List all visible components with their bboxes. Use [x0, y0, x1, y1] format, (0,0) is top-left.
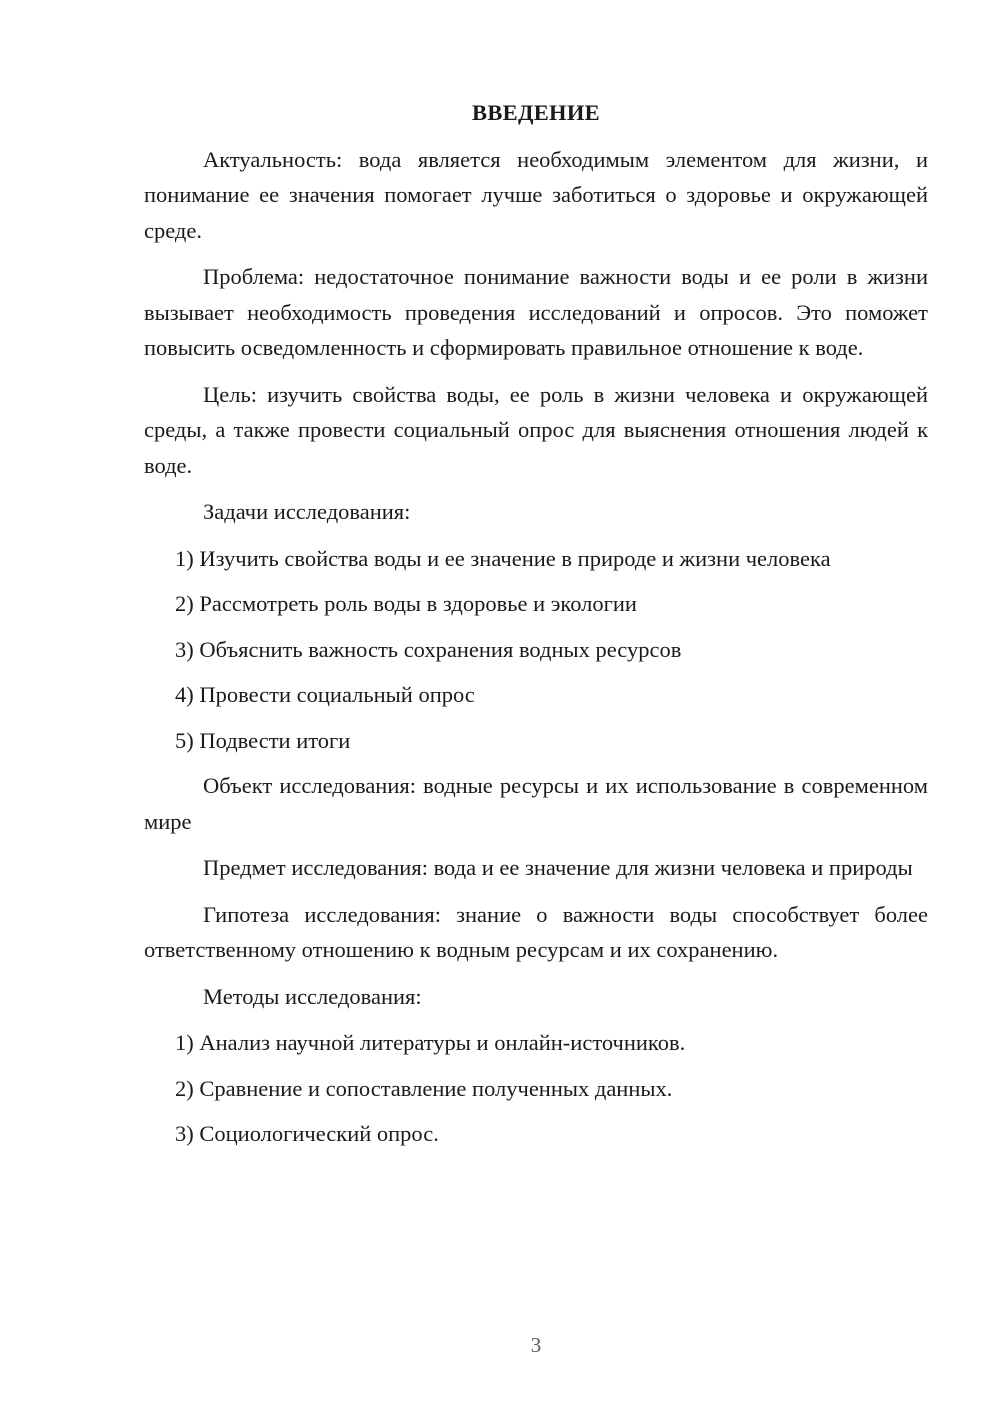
object-paragraph: Объект исследования: водные ресурсы и их использование в современном мире: [144, 773, 928, 834]
list-item: 1) Анализ научной литературы и онлайн-источников.: [175, 1030, 686, 1055]
document-page: [144, 95, 928, 1162]
methods-title: Методы исследования:: [203, 983, 422, 1009]
list-item: 2) Рассмотреть роль воды в здоровье и экологии: [175, 591, 637, 616]
tasks-title: Задачи исследования:: [203, 499, 411, 524]
list-item: 3) Социологический опрос.: [175, 1121, 439, 1146]
list-item: 5) Подвести итоги: [175, 727, 351, 753]
list-item: 2) Сравнение и сопоставление полученных данных.: [175, 1075, 673, 1101]
list-item: 4) Провести социальный опрос: [175, 682, 475, 707]
problem-paragraph: Проблема: недостаточное понимание важности воды и ее роли в жизни вызывает необходимость проведения исследований и опросов. Это поможет повысить осведомленность и сформировать правильное отношение к воде.: [144, 264, 928, 360]
relevance-paragraph: Актуальность: вода является необходимым элементом для жизни, и понимание ее значения помогает лучше заботиться о здоровье и окружающей среде.: [144, 146, 928, 243]
list-item: 3) Объяснить важность сохранения водных ресурсов: [175, 636, 682, 662]
page-number: 3: [530, 1333, 542, 1357]
page-title: ВВЕДЕНИЕ: [472, 100, 600, 125]
subject-paragraph: Предмет исследования: вода и ее значение для жизни человека и природы: [203, 855, 913, 880]
list-item: 1) Изучить свойства воды и ее значение в природе и жизни человека: [175, 545, 831, 571]
goal-paragraph: Цель: изучить свойства воды, ее роль в жизни человека и окружающей среды, а также провести социальный опрос для выяснения отношения людей к воде.: [144, 381, 928, 478]
hypothesis-paragraph: Гипотеза исследования: знание о важности воды способствует более ответственному отношению к водным ресурсам и их сохранению.: [144, 901, 928, 962]
methods-list: [144, 1025, 928, 1152]
tasks-list: [144, 541, 928, 759]
